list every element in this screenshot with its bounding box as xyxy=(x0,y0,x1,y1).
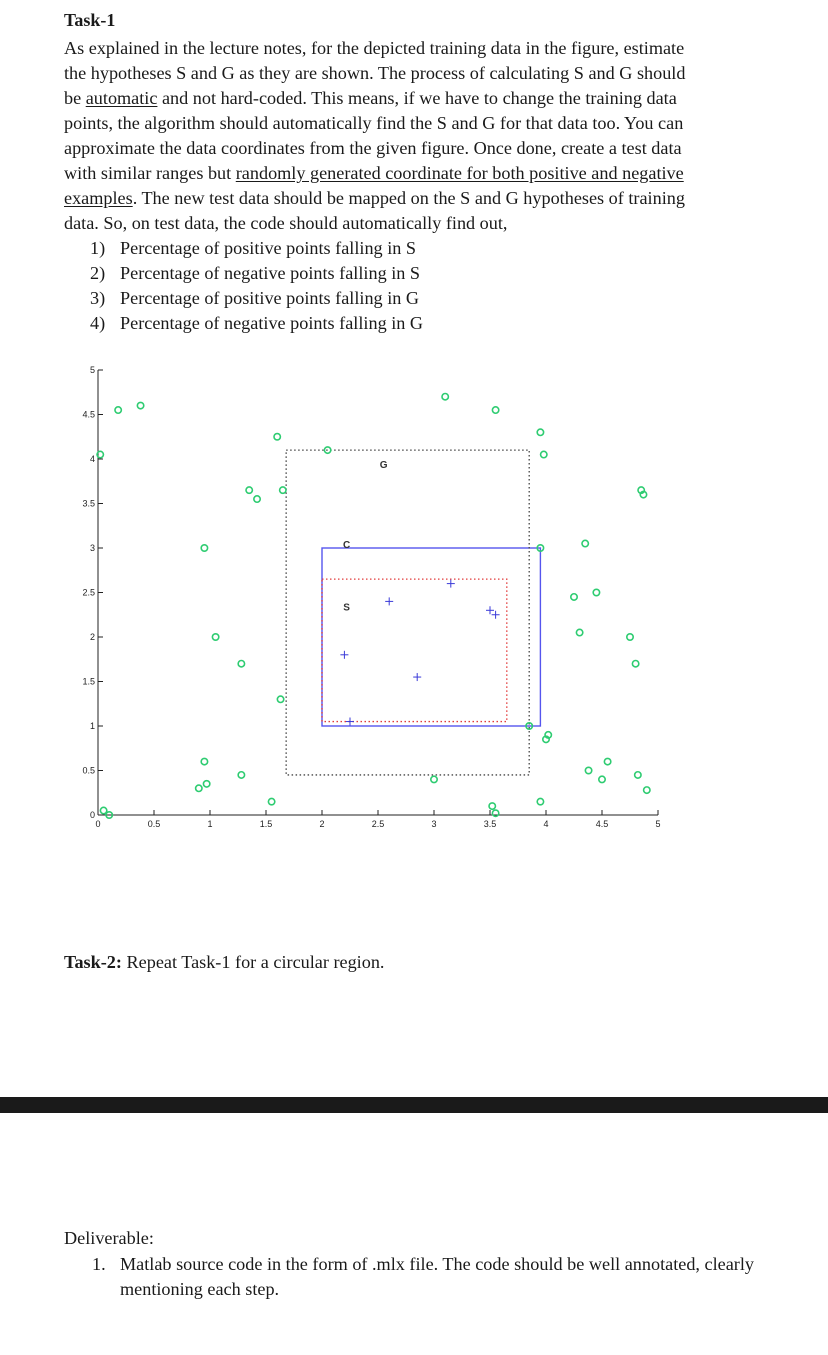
negative-point xyxy=(115,407,121,413)
task2-paragraph xyxy=(64,952,384,973)
y-tick-label: 3.5 xyxy=(82,498,95,509)
task1-list-item xyxy=(90,236,423,261)
task1-requirement-list xyxy=(90,236,423,336)
task1-list-item xyxy=(90,261,423,286)
y-tick-label: 0 xyxy=(89,810,95,820)
task1-heading: Task-1 xyxy=(64,10,116,30)
task1-line: data. So, on test data, the code should automatically find out, xyxy=(64,213,508,233)
hypothesis-scatter-figure xyxy=(70,355,680,835)
list-text: Percentage of negative points falling in G xyxy=(120,313,424,333)
positive-point xyxy=(340,651,348,659)
task1-list-item xyxy=(90,311,423,336)
positive-point xyxy=(492,611,500,619)
y-tick-label: 1.5 xyxy=(82,676,95,687)
hypothesis-c-rect xyxy=(322,548,540,726)
x-tick-label: 2.5 xyxy=(371,819,385,829)
negative-point xyxy=(604,758,610,764)
negative-point xyxy=(632,661,638,667)
region-label-c: C xyxy=(343,540,351,551)
positive-point xyxy=(385,597,393,605)
x-tick-label: 3 xyxy=(431,819,437,829)
task2-text: Repeat Task-1 for a circular region. xyxy=(121,952,385,972)
x-tick-label: 0.5 xyxy=(147,819,161,829)
task1-line: As explained in the lecture notes, for the depicted training data in the figure, estimate xyxy=(64,38,685,58)
task1-line: points, the algorithm should automatically find the S and G for that data too. You can xyxy=(64,113,684,133)
task1-description xyxy=(64,36,764,236)
negative-point xyxy=(442,394,448,400)
negative-point xyxy=(196,785,202,791)
x-tick-label: 4 xyxy=(543,819,549,829)
task1-line: approximate the data coordinates from the given figure. Once done, create a test data xyxy=(64,138,682,158)
x-tick-label: 4.5 xyxy=(595,819,609,829)
negative-point xyxy=(537,798,543,804)
negative-point xyxy=(582,540,588,546)
deliverable-item xyxy=(92,1252,782,1302)
x-tick-label: 3.5 xyxy=(483,819,497,829)
list-number: 3) xyxy=(90,288,106,308)
negative-point xyxy=(627,634,633,640)
text-segment: be xyxy=(64,88,86,108)
negative-point xyxy=(635,772,641,778)
negative-point xyxy=(277,696,283,702)
list-text: Percentage of negative points falling in S xyxy=(120,263,421,283)
region-label-g: G xyxy=(379,459,388,471)
x-tick-label: 2 xyxy=(319,819,325,829)
x-tick-label: 5 xyxy=(655,819,661,829)
negative-point xyxy=(254,496,260,502)
list-number: 1) xyxy=(90,238,106,258)
list-number: 1. xyxy=(92,1254,106,1274)
negative-point xyxy=(492,407,498,413)
negative-point xyxy=(644,787,650,793)
negative-point xyxy=(100,807,106,813)
positive-point xyxy=(346,718,354,726)
x-tick-label: 1.5 xyxy=(259,819,273,829)
deliverable-heading: Deliverable: xyxy=(64,1228,154,1248)
negative-point xyxy=(201,758,207,764)
page-divider xyxy=(0,1097,828,1113)
hypothesis-s-rect xyxy=(322,579,507,721)
list-text: Matlab source code in the form of .mlx file. The code should be well annotated, clearly mentioning each step. xyxy=(120,1254,754,1299)
negative-point xyxy=(238,661,244,667)
task1-line xyxy=(64,186,764,211)
task2-label: Task-2: xyxy=(64,952,122,972)
text-segment: . The new test data should be mapped on the S and G hypotheses of training xyxy=(132,188,685,208)
list-number: 4) xyxy=(90,313,106,333)
underlined-text: randomly generated coordinate for both positive and negative xyxy=(235,163,684,183)
negative-point xyxy=(599,776,605,782)
region-label-s: S xyxy=(343,602,350,614)
list-number: 2) xyxy=(90,263,106,283)
negative-point xyxy=(431,776,437,782)
task1-line xyxy=(64,86,764,111)
positive-point xyxy=(413,673,421,681)
y-tick-label: 2 xyxy=(89,632,95,642)
y-tick-label: 5 xyxy=(89,365,95,375)
underlined-text: examples xyxy=(64,188,133,208)
deliverable-list xyxy=(92,1252,782,1302)
list-text: Percentage of positive points falling in S xyxy=(120,238,416,258)
y-tick-label: 0.5 xyxy=(82,765,95,776)
y-tick-label: 3 xyxy=(89,543,95,553)
positive-point xyxy=(447,580,455,588)
task1-list-item xyxy=(90,286,423,311)
negative-point xyxy=(576,629,582,635)
x-tick-label: 1 xyxy=(207,819,213,829)
negative-point xyxy=(212,634,218,640)
text-segment: and not hard-coded. This means, if we have to change the training data xyxy=(157,88,677,108)
negative-point xyxy=(201,545,207,551)
negative-point xyxy=(268,798,274,804)
negative-point xyxy=(280,487,286,493)
negative-point xyxy=(238,772,244,778)
negative-point xyxy=(137,402,143,408)
positive-point xyxy=(486,606,494,614)
x-tick-label: 0 xyxy=(95,819,101,829)
y-tick-label: 2.5 xyxy=(82,587,95,598)
negative-point xyxy=(537,429,543,435)
y-tick-label: 4 xyxy=(89,454,95,464)
y-tick-label: 4.5 xyxy=(82,409,95,420)
task1-line: the hypotheses S and G as they are shown. The process of calculating S and G should xyxy=(64,63,686,83)
negative-point xyxy=(489,803,495,809)
negative-point xyxy=(593,589,599,595)
text-segment: with similar ranges but xyxy=(64,163,236,183)
negative-point xyxy=(541,451,547,457)
list-text: Percentage of positive points falling in G xyxy=(120,288,420,308)
negative-point xyxy=(585,767,591,773)
negative-point xyxy=(246,487,252,493)
negative-point xyxy=(274,434,280,440)
negative-point xyxy=(571,594,577,600)
underlined-text: automatic xyxy=(85,88,158,108)
task1-line xyxy=(64,161,764,186)
negative-point xyxy=(203,781,209,787)
y-tick-label: 1 xyxy=(89,721,95,731)
